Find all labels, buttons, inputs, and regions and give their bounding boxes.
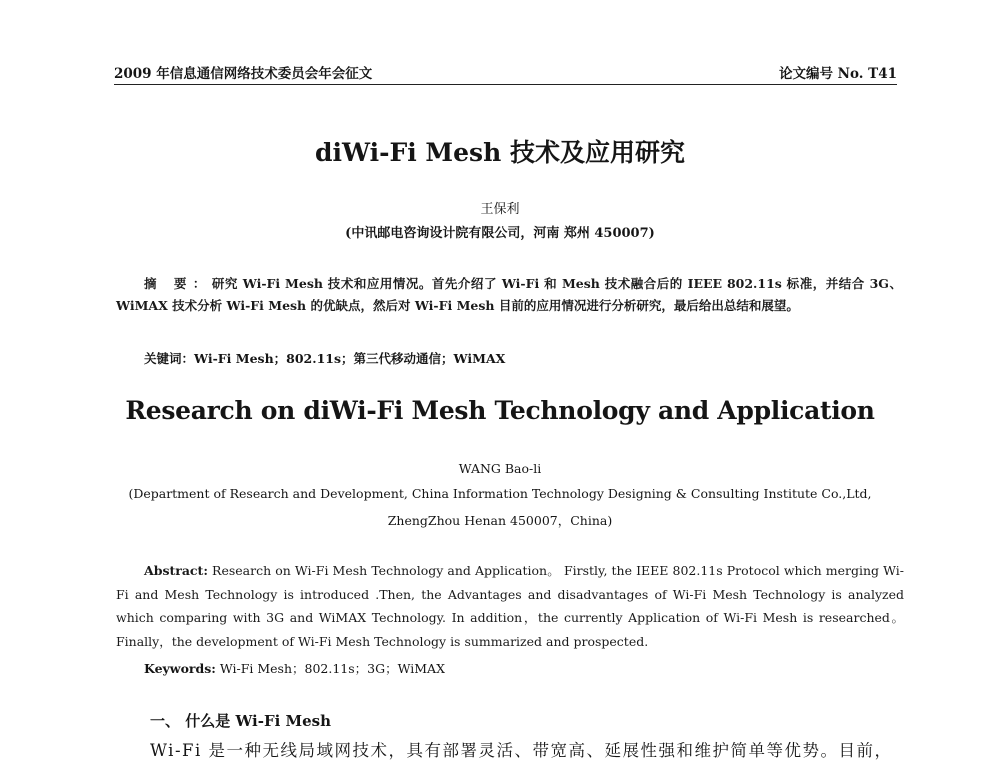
paper-number: 论文编号 No. T41 xyxy=(778,66,897,82)
english-author: WANG Bao-li xyxy=(458,461,542,476)
chinese-keywords-text: Wi-Fi Mesh；802.11s；第三代移动通信；WiMAX xyxy=(194,351,506,366)
chinese-author: 王保利 xyxy=(480,202,520,217)
chinese-abstract-text: 研究 Wi-Fi Mesh 技术和应用情况。首先介绍了 Wi-Fi 和 Mesh 技术融合后的 IEEE 802.11s 标准，并结合 3G、WiMAX 技术分析 Wi-Fi Mesh 的优缺点，然后对 Wi-Fi Mesh 目前的应用情况进行分析研究，最后给出总结和展望。 xyxy=(116,276,902,313)
english-affiliation-line1: (Department of Research and Development, China Information Technology Designing & Consulting Institute Co.,Ltd, xyxy=(128,486,872,501)
chinese-keywords-label: 关键词： xyxy=(144,351,195,366)
chinese-keywords xyxy=(144,349,505,367)
english-keywords-text: Wi-Fi Mesh；802.11s；3G；WiMAX xyxy=(215,661,445,676)
english-abstract-text: Research on Wi-Fi Mesh Technology and Application。 Firstly, the IEEE 802.11s Protocol which merging Wi-Fi and Mesh Technology is introduced .Then, the Advantages and disadvantages of Wi-Fi Mesh Technology is analyzed which comparing with 3G and WiMAX Technology. In addition，the currently Application of Wi-Fi Mesh is researched。 Finally，the development of Wi-Fi Mesh Technology is summarized and prospected. xyxy=(116,563,904,649)
english-affiliation-line2: ZhengZhou Henan 450007，China) xyxy=(387,513,613,528)
english-abstract-label: Abstract: xyxy=(144,563,208,578)
english-title: Research on diWi-Fi Mesh Technology and Application xyxy=(125,396,875,425)
chinese-affiliation: (中讯邮电咨询设计院有限公司，河南 郑州 450007) xyxy=(345,226,655,241)
english-keywords-label: Keywords: xyxy=(144,661,216,676)
body-text-line: Wi-Fi 是一种无线局域网技术，具有部署灵活、带宽高、延展性强和维护简单等优势。目前， xyxy=(150,741,893,760)
running-header xyxy=(114,58,897,85)
chinese-title: diWi-Fi Mesh 技术及应用研究 xyxy=(315,138,685,167)
english-abstract xyxy=(116,559,904,653)
chinese-abstract-label: 摘 要： xyxy=(144,276,212,291)
conference-name: 2009 年信息通信网络技术委员会年会征文 xyxy=(114,66,373,82)
english-keywords xyxy=(144,659,445,677)
chinese-abstract xyxy=(116,273,902,317)
section-heading: 一、 什么是 Wi-Fi Mesh xyxy=(150,712,332,730)
